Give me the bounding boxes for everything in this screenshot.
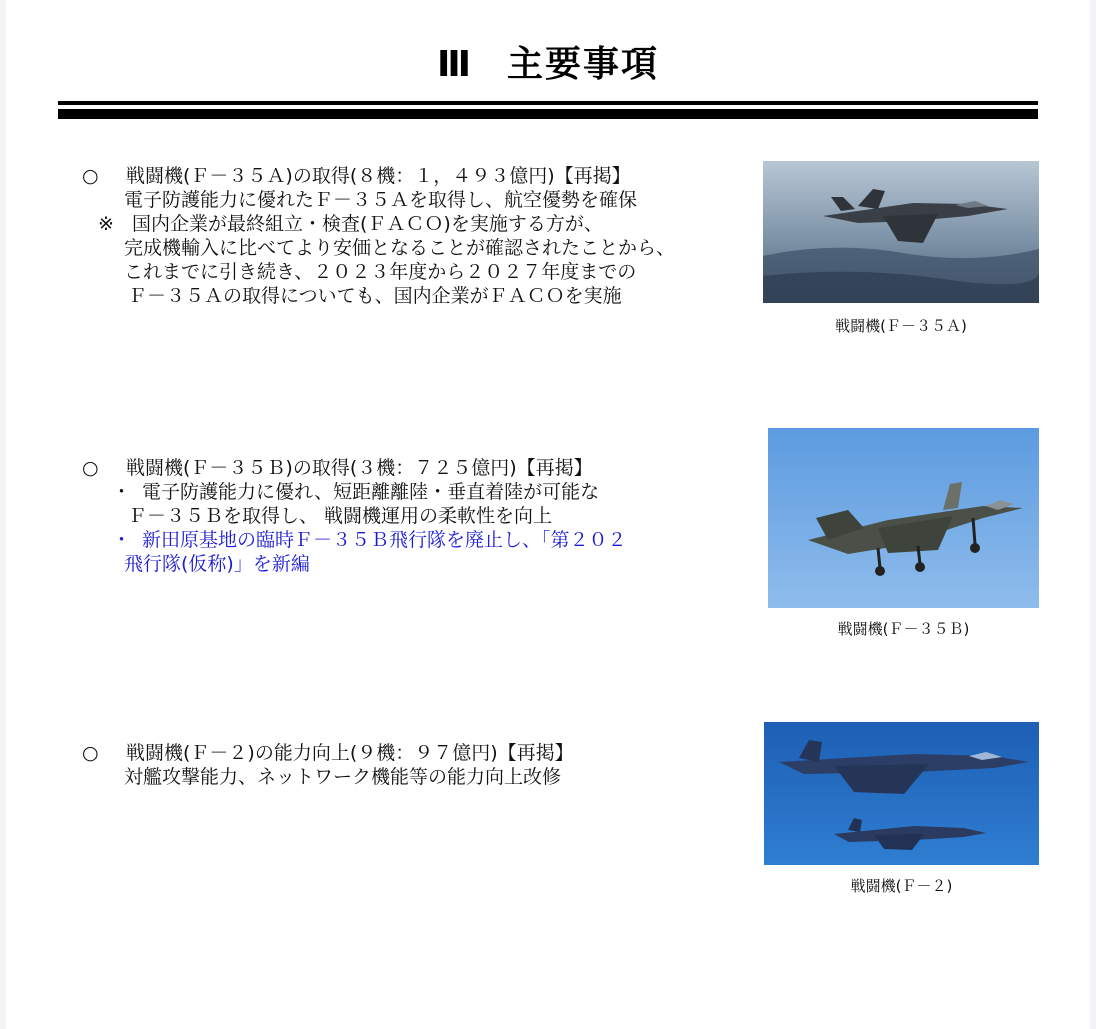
circle-bullet: ○: [82, 165, 99, 187]
title-rule-thin: [58, 101, 1038, 105]
circle-bullet: ○: [82, 457, 99, 479]
title-rule-thick: [58, 109, 1038, 119]
highlighted-bullet-line: 飛行隊(仮称)」を新編: [124, 553, 310, 575]
photo-caption: 戦闘機(Ｆ－３５Ａ): [835, 317, 967, 335]
bullet-dot: ・: [112, 481, 132, 503]
section-f35a: [82, 164, 675, 308]
document-page: [6, 0, 1090, 1029]
note-mark: ※: [98, 213, 114, 235]
bullet-dot: ・: [112, 529, 132, 551]
section-text: 対艦攻撃能力、ネットワーク機能等の能力向上改修: [124, 766, 562, 788]
photo-caption: 戦闘機(Ｆ－３５Ｂ): [837, 620, 970, 638]
note-line: Ｆ－３５Ａの取得についても、国内企業がＦＡＣＯを実施: [128, 285, 622, 307]
section-heading: ○ 戦闘機(Ｆ－３５Ａ)の取得(８機：１，４９３億円)【再掲】: [82, 165, 631, 187]
section-text: 電子防護能力に優れたＦ－３５Ａを取得し、航空優勢を確保: [124, 189, 638, 211]
note-line: 完成機輸入に比べてより安価となることが確認されたことから、: [124, 237, 676, 259]
section-f2: [82, 741, 574, 789]
circle-bullet: ○: [82, 742, 99, 764]
highlighted-bullet-line: ・ 新田原基地の臨時Ｆ－３５Ｂ飛行隊を廃止し、「第２０２: [112, 529, 627, 551]
bullet-line: ・ 電子防護能力に優れ、短距離離陸・垂直着陸が可能な: [112, 481, 600, 503]
photo-f35a: [763, 161, 1039, 303]
photo-f35b: [768, 428, 1039, 608]
bullet-line: Ｆ－３５Ｂを取得し、 戦闘機運用の柔軟性を向上: [128, 505, 553, 527]
note-line: ※ 国内企業が最終組立・検査(ＦＡＣＯ)を実施する方が、: [82, 212, 675, 236]
note-line: これまでに引き続き、２０２３年度から２０２７年度までの: [124, 261, 637, 283]
section-title: 主要事項: [507, 44, 660, 85]
photo-caption: 戦闘機(Ｆ－２): [850, 877, 953, 895]
section-heading: ○ 戦闘機(Ｆ－３５Ｂ)の取得(３機：７２５億円)【再掲】: [82, 457, 593, 479]
section-heading: ○ 戦闘機(Ｆ－２)の能力向上(９機：９７億円)【再掲】: [82, 742, 574, 764]
page-title: [6, 36, 1090, 87]
section-f35b: [82, 456, 627, 576]
section-number: Ⅲ: [436, 44, 473, 85]
photo-f2: [764, 722, 1039, 865]
